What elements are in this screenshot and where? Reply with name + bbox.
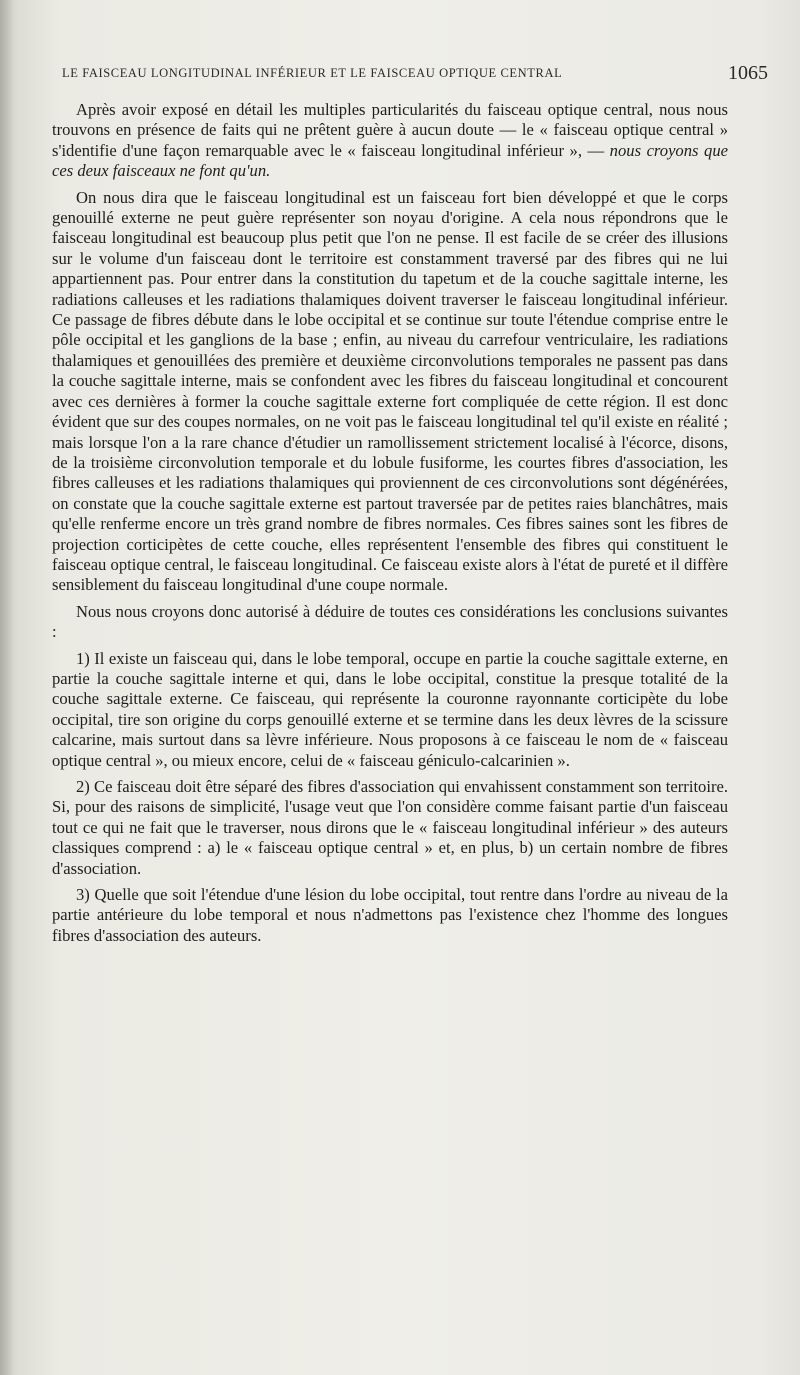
paragraph-3: Nous nous croyons donc autorisé à déduire de toutes ces considérations les conclusions suivantes : bbox=[52, 601, 728, 642]
conclusion-3: 3) Quelle que soit l'étendue d'une lésion du lobe occipital, tout rentre dans l'ordre au niveau de la partie antérieure du lobe temporal et nous n'admettons pas l'existence chez l'homme des longues fibres d'association des auteurs. bbox=[52, 885, 728, 945]
paragraph-1-text: Après avoir exposé en détail les multiples particularités du faisceau optique central, nous nous trouvons en présence de faits qui ne prêtent guère à aucun doute — le « faisceau optique central » s'identifie d'une façon remarquable avec le « faisceau longitudinal inférieur », — bbox=[52, 100, 728, 160]
paragraph-1 bbox=[52, 100, 728, 182]
body-text bbox=[52, 100, 728, 952]
page-number: 1065 bbox=[728, 62, 768, 84]
page-header bbox=[62, 62, 768, 88]
conclusion-1: 1) Il existe un faisceau qui, dans le lobe temporal, occupe en partie la couche sagittale externe, en partie la couche sagittale interne et qui, dans le lobe occipital, constitue la presque totalité de la couche sagittale externe. Ce faisceau, qui représente la couronne rayonnante corticipète du lobe occipital, tire son origine du corps genouillé externe et se termine dans les deux lèvres de la scissure calcarine, mais surtout dans sa lèvre inférieure. Nous proposons à ce faisceau le nom de « faisceau optique central », ou mieux encore, celui de « faisceau géniculo-calcarinien ». bbox=[52, 648, 728, 770]
running-title: LE FAISCEAU LONGITUDINAL INFÉRIEUR ET LE FAISCEAU OPTIQUE CENTRAL bbox=[62, 66, 563, 80]
binding-shadow bbox=[0, 0, 14, 1375]
conclusion-2: 2) Ce faisceau doit être séparé des fibres d'association qui envahissent constamment son territoire. Si, pour des raisons de simplicité, l'usage veut que l'on considère comme faisant partie d'un faisceau tout ce qui ne fait que le traverser, nous dirons que le « faisceau longitudinal inférieur » des auteurs classiques comprend : a) le « faisceau optique central » et, en plus, b) un certain nombre de fibres d'association. bbox=[52, 777, 728, 878]
paragraph-2: On nous dira que le faisceau longitudinal est un faisceau fort bien développé et que le corps genouillé externe ne peut guère représenter son noyau d'origine. A cela nous répondrons que le faisceau longitudinal est beaucoup plus petit que l'on ne pense. Il est facile de se créer des illusions sur le volume d'un faisceau dont le territoire est constamment traversé par des fibres qui ne lui appartiennent pas. Pour entrer dans la constitution du tapetum et de la couche sagittale interne, les radiations calleuses et les radiations thalamiques doivent traverser le faisceau longitudinal inférieur. Ce passage de fibres débute dans le lobe occipital et se continue sur toute l'étendue comprise entre le pôle occipital et les ganglions de la base ; enfin, au niveau du carrefour ventriculaire, les radiations thalamiques et genouillées des première et deuxième circonvolutions temporales ne passent pas dans la couche sagittale interne, mais se confondent avec les fibres du faisceau longitudinal et concourent avec ces dernières à former la couche sagittale externe fort compliquée de cette région. Il est donc évident que sur des coupes normales, on ne voit pas le faisceau longitudinal tel qu'il existe en réalité ; mais lorsque l'on a la rare chance d'étudier un ramollissement strictement localisé à l'écorce, disons, de la troisième circonvolution temporale et du lobule fusiforme, les courtes fibres d'association, les fibres calleuses et les radiations thalamiques qui proviennent de ces circonvolutions sont dégénérées, on constate que la couche sagittale externe est partout traversée par de petites raies blanchâtres, mais qu'elle renferme encore un très grand nombre de fibres normales. Ces fibres saines sont les fibres de projection corticipètes de cette couche, elles représentent l'ensemble des fibres qui constituent le faisceau optique central, le faisceau longitudinal. Ce faisceau existe alors à l'état de pureté et il diffère sensiblement du faisceau longitudinal d'une coupe normale. bbox=[52, 187, 728, 595]
paragraph-1-emphasis: nous croyons que ces deux faisceaux ne font qu'un. bbox=[52, 140, 728, 181]
